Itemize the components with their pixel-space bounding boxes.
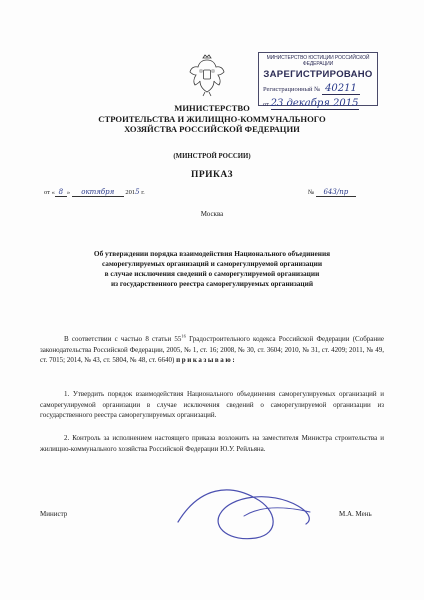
registration-stamp [258,52,378,109]
order-number [308,188,356,197]
number-value: 643/пр [316,188,356,197]
stamp-reg-row [263,83,373,95]
subject-line-1: Об утверждении порядка взаимодействия Национального объединения [93,249,331,258]
stamp-date-prefix: от [263,101,270,108]
ministry-line-1: МИНИСТЕРСТВО [174,103,250,113]
date-year-prefix: 201 [125,189,136,196]
order-date: от « 8 » октября 2015 г. [44,188,145,196]
stamp-date-value: 23 декабря 2015 [270,98,359,109]
number-label: № [308,189,315,196]
article-superscript: 16 [181,333,186,339]
subject-line-3: в случае исключения сведений о саморегулируемой организации [104,269,320,278]
signatory-title: Министр [40,510,68,518]
ministry-line-3: ХОЗЯЙСТВА РОССИЙСКОЙ ФЕДЕРАЦИИ [124,124,300,134]
date-day: 8 [55,188,67,197]
stamp-agency: МИНИСТЕРСТВО ЮСТИЦИИ РОССИЙСКОЙ ФЕДЕРАЦИИ [266,55,370,67]
date-year-suffix: г. [141,189,145,196]
order-title: ПРИКАЗ [190,170,234,180]
handwritten-signature [160,476,330,546]
city-name: Москва [200,210,224,218]
stamp-registered: ЗАРЕГИСТРИРОВАНО [263,69,373,80]
ministry-name [0,103,424,135]
date-prefix: от [44,189,51,196]
stamp-reg-label: Регистрационный № [263,86,321,93]
ministry-abbreviation: (МИНСТРОЙ РОССИИ) [173,153,251,160]
signatory-name: М.А. Мень [339,510,372,518]
subject-line-4: из государственного реестра саморегулируемых организаций [110,279,314,288]
subject-line-2: саморегулируемых организаций и саморегулируемой организации [101,259,323,268]
date-month: октября [72,188,124,197]
order-subject [0,249,424,289]
ministry-line-2: СТРОИТЕЛЬСТВА И ЖИЛИЩНО-КОММУНАЛЬНОГО [98,113,326,124]
stamp-reg-number: 40211 [322,83,360,95]
date-year-digit: 5 [135,188,140,196]
clause-2: 2. Контроль за исполнением настоящего приказа возложить на заместителя Министра строительства и жилищно-коммунального хозяйства Российской Федерации Ю.У. Рейльяна. [40,434,384,453]
order-word: приказываю: [176,356,237,365]
clause-1: 1. Утвердить порядок взаимодействия Национального объединения саморегулируемых организаций и саморегулируемой организации в случае исключения сведений о саморегулируемой организации из государственного реестра саморегулируемых организаций. [40,390,384,420]
preamble-paragraph [40,334,384,366]
preamble-rest: Градостроительного кодекса Российской Федерации (Собрание законодательства Российской Федерации, 2005, № 1, ст. 16; 2008, № 30, ст. 3604; 2010, № 31, ст. 4209; 2011, № 49, ст. 7015; 2014, № 43, ст. 5804, № 48, ст. 6640) [40,335,384,365]
coat-of-arms-emblem [188,54,226,98]
preamble-text: В соответствии с частью 8 статьи 55 [64,335,182,343]
